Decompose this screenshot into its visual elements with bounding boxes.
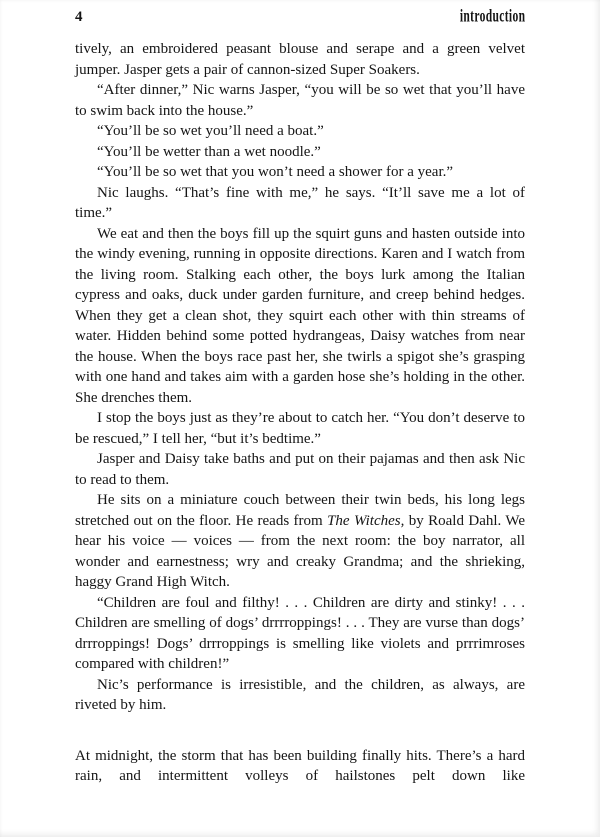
paragraph [75,80,525,121]
text-run: by Roald Dahl. We hear his voice — voices — from the next room: the boy narrator, all wonder and earnestness; wry and creaky Grandma; and the shrieking, haggy Grand High Witch. [75,512,525,590]
text-run: “Children are foul and filthy! . . . Children are dirty and stinky! . . . Children are smelling of dogs’ drrrroppings! . . . They are vurse than dogs’ drrroppings! Dogs’ drrroppings is smelling like violets and prrrimroses compared with children!” [75,594,525,672]
text-run: “You’ll be wetter than a wet noodle.” [97,143,321,160]
paragraph [75,39,525,80]
paragraph [75,142,525,163]
text-run: We eat and then the boys fill up the squirt guns and hasten outside into the windy evening, running in opposite directions. Karen and I watch from the living room. Stalking each other, the boys lurk among the Italian cypress and oaks, duck under garden furniture, and creep behind hedges. When they get a clean shot, they squirt each other with thin streams of water. Hidden behind some potted hydrangeas, Daisy watches from near the house. When the boys race past her, she twirls a spigot she’s grasping with one hand and takes aim with a garden hose she’s holding in the other. She drenches them. [75,225,525,406]
text-run: Jasper and Daisy take baths and put on their pajamas and then ask Nic to read to them. [75,451,525,488]
page-header [75,6,525,26]
text-run: At midnight, the storm that has been building finally hits. There’s a hard rain, and intermittent volleys of hailstones pelt down like [75,747,525,784]
text-run: Nic laughs. “That’s fine with me,” he says. “It’ll save me a lot of time.” [75,184,525,221]
text-run: “You’ll be so wet you’ll need a boat.” [97,123,324,139]
text-run: “After dinner,” Nic warns Jasper, “you will be so wet that you’ll have to swim back into the house.” [75,82,525,119]
page-number: 4 [75,9,83,25]
paragraph [75,746,525,787]
paragraph [75,593,525,675]
page-body [75,39,525,787]
paragraph [75,224,525,409]
paragraph [75,162,525,183]
text-run: “You’ll be so wet that you won’t need a shower for a year.” [97,164,454,180]
running-header: introduction [459,5,525,26]
text-run: He sits on a miniature couch between their twin beds, his long legs stretched out on the floor. He reads from [75,492,525,529]
text-run: I stop the boys just as they’re about to catch her. “You don’t deserve to be rescued,” I tell her, “but it’s bedtime.” [75,410,525,447]
paragraph [75,121,525,142]
text-run: Nic’s performance is irresistible, and the children, as always, are riveted by him. [75,676,525,713]
paragraph [75,183,525,224]
paragraph [75,449,525,490]
paragraph [75,675,525,716]
italic-text: The Witches, [327,512,405,529]
paragraph [75,490,525,593]
paragraph [75,408,525,449]
text-run: tively, an embroidered peasant blouse and serape and a green velvet jumper. Jasper gets a pair of cannon-sized Super Soakers. [75,41,525,78]
